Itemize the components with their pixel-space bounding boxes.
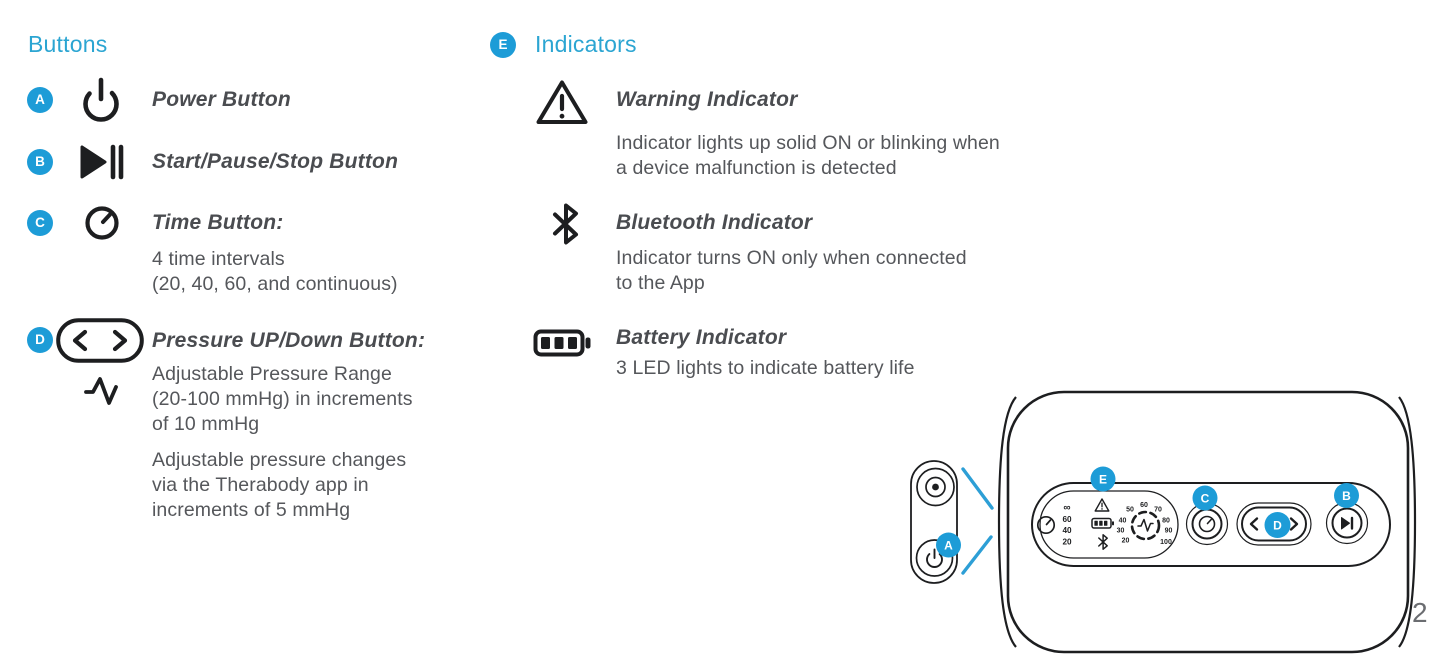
power-icon [81, 77, 121, 123]
warning-indicator-description [616, 131, 1000, 181]
time-line-2: (20, 40, 60, and continuous) [152, 273, 398, 295]
device-side-inset [911, 461, 957, 583]
start-pause-stop-title: Start/Pause/Stop Button [152, 150, 399, 173]
pressure-70: 70 [1154, 506, 1162, 514]
bluetooth-line-1: Indicator turns ON only when connected [616, 247, 967, 269]
pressure-p1-l2: (20-100 mmHg) in increments [152, 388, 413, 410]
pressure-80: 80 [1162, 517, 1170, 525]
device-badge-c: C [1200, 491, 1210, 506]
badge-d: D [27, 327, 53, 353]
pressure-100: 100 [1160, 539, 1172, 546]
badge-e: E [490, 32, 516, 58]
warning-line-1: Indicator lights up solid ON or blinking when [616, 132, 1000, 154]
warning-indicator-title: Warning Indicator [616, 88, 798, 111]
device-badge-e: E [1098, 472, 1108, 487]
battery-indicator-description [616, 356, 915, 381]
badge-b: B [27, 149, 53, 175]
power-button-title: Power Button [152, 88, 291, 111]
pressure-p2-l2: via the Therabody app in [152, 474, 369, 496]
battery-indicator-title: Battery Indicator [616, 326, 787, 349]
buttons-heading: Buttons [28, 31, 108, 57]
bluetooth-icon [552, 203, 580, 245]
pressure-description-1 [152, 362, 413, 437]
bluetooth-indicator-title: Bluetooth Indicator [616, 211, 813, 234]
pressure-p1-l1: Adjustable Pressure Range [152, 363, 392, 385]
timer-icon [84, 205, 120, 241]
warning-icon [534, 78, 590, 126]
battery-line-1: 3 LED lights to indicate battery life [616, 357, 915, 379]
device-illustration [880, 380, 1440, 670]
badge-c: C [27, 210, 53, 236]
pressure-20: 20 [1121, 537, 1130, 545]
warning-line-2: a device malfunction is detected [616, 157, 897, 179]
pressure-updown-icon [56, 318, 144, 363]
bluetooth-line-2: to the App [616, 272, 705, 294]
time-scale-60: 60 [1062, 515, 1072, 524]
pressure-p2-l3: increments of 5 mmHg [152, 499, 351, 521]
time-line-1: 4 time intervals [152, 248, 285, 270]
indicators-heading: Indicators [535, 31, 637, 57]
pressure-40: 40 [1118, 517, 1127, 525]
page-number: 2 [1412, 597, 1428, 628]
time-scale-20: 20 [1062, 537, 1072, 547]
device-badge-b: B [1342, 489, 1351, 503]
time-scale-infinity: ∞ [1063, 502, 1071, 514]
battery-icon [533, 328, 591, 358]
pressure-p1-l3: of 10 mmHg [152, 413, 260, 435]
callout-line-top [963, 469, 992, 508]
pressure-60: 60 [1140, 502, 1148, 509]
pressure-50: 50 [1126, 506, 1134, 514]
waveform-icon [84, 375, 122, 407]
pressure-button-title: Pressure UP/Down Button: [152, 329, 426, 352]
device-badge-d: D [1273, 518, 1282, 533]
device-start-button [1327, 503, 1368, 544]
pressure-30: 30 [1116, 527, 1125, 535]
callout-line-bottom [963, 537, 991, 573]
time-button-description [152, 247, 398, 297]
badge-a: A [27, 87, 53, 113]
play-pause-icon [79, 144, 125, 180]
device-badge-a: A [944, 538, 953, 553]
pressure-90: 90 [1164, 527, 1173, 535]
time-scale-40: 40 [1062, 526, 1072, 535]
pressure-description-2 [152, 448, 406, 523]
bluetooth-indicator-description [616, 246, 967, 296]
pressure-p2-l1: Adjustable pressure changes [152, 449, 407, 471]
time-button-title: Time Button: [152, 211, 284, 234]
